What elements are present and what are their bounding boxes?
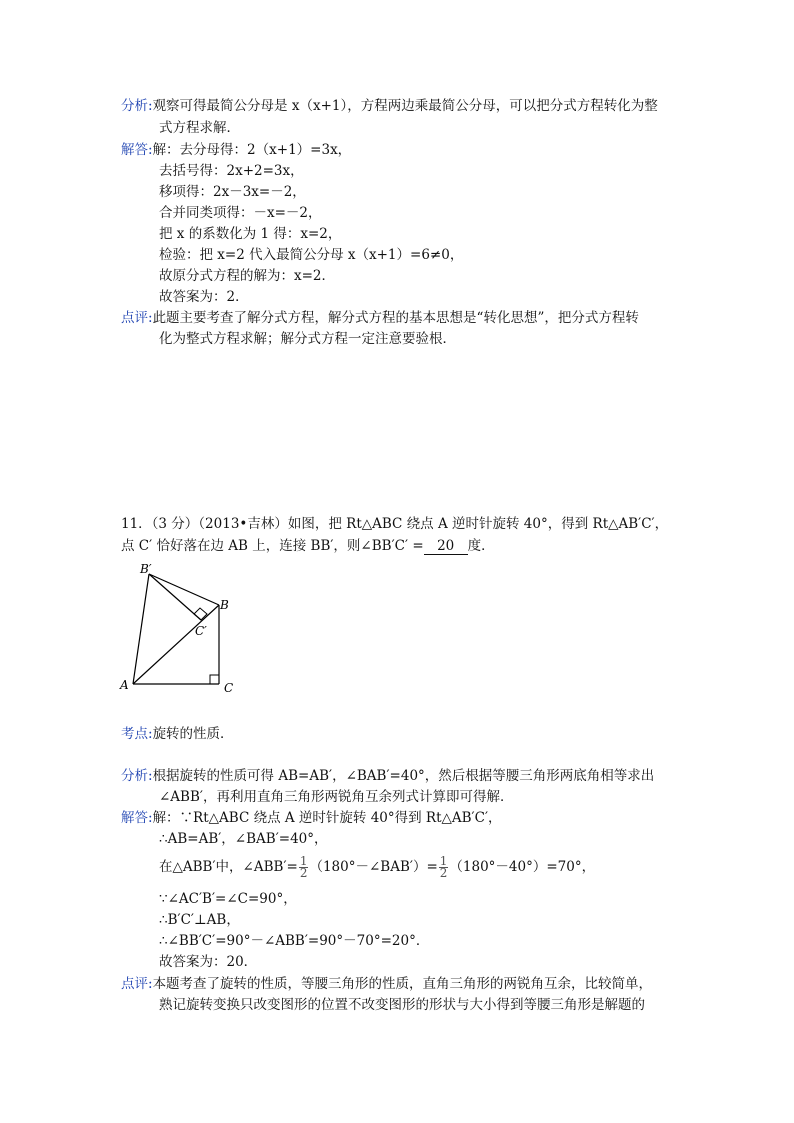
analysis-text-cont: ∠ABB′，再利用直角三角形两锐角互余列式计算即可得解． [159,789,514,805]
comment-label: 点评: [121,976,153,992]
solution-step: 故答案为：20． [159,954,258,970]
segment-ab [133,605,219,684]
label-a: A [120,678,129,692]
solution-step: 把 x 的系数化为 1 得：x=2， [159,226,342,242]
comment-text-cont: 熟记旋转变换只改变图形的位置不改变图形的形状与大小得到等腰三角形是解题的 [159,997,645,1013]
segment-b-prime-c-prime [149,574,201,620]
kaodian-row [121,724,234,744]
kaodian-label: 考点: [121,726,153,742]
solution-step: 解：去分母得：2（x+1）=3x， [152,142,352,158]
solution-step: ∴B′C′⊥AB， [159,912,240,928]
solution-step: 合并同类项得：－x=－2， [159,205,322,221]
solution-step: 去括号得：2x+2=3x， [159,163,304,179]
comment-text: 此题主要考查了解分式方程，解分式方程的基本思想是“转化思想”，把分式方程转 [152,310,639,326]
solution-step: 移项得：2x－3x=－2， [159,184,306,200]
answer-label: 解答: [121,810,153,826]
analysis-label: 分析: [121,768,153,784]
question-11-stem-cont [121,536,495,556]
solution-step: 检验：把 x=2 代入最简公分母 x（x+1）=6≠0， [159,247,464,263]
comment-text: 本题考查了旋转的性质，等腰三角形的性质，直角三角形的两锐角互余，比较简单， [152,976,653,992]
step-text: （180°－∠BAB′）= [309,859,438,875]
label-c: C [224,681,234,695]
fraction-denominator: 2 [439,866,448,880]
comment-row [121,974,652,994]
fraction-half [299,856,309,879]
analysis-row [121,766,654,786]
analysis-text: 根据旋转的性质可得 AB=AB′，∠BAB′=40°，然后根据等腰三角形两底角相等求出 [152,768,655,784]
solution-step: ∴AB=AB′，∠BAB′=40°， [159,831,328,847]
solution-step-fraction [159,854,595,880]
answer-blank: 20 [424,538,468,555]
rotation-figure [112,558,252,698]
analysis-label: 分析: [121,98,153,114]
segment-ab-prime [133,574,149,684]
comment-row [121,308,639,328]
question-11-stem: 11．（3 分）（2013•吉林）如图，把 Rt△ABC 绕点 A 逆时针旋转 40°，得到 Rt△AB′C′， [121,516,669,532]
label-c-prime: C′ [195,624,207,638]
answer-row [121,808,502,828]
fraction-denominator: 2 [299,866,308,880]
question-text-end: 度． [467,538,495,554]
answer-label: 解答: [121,142,153,158]
solution-step: 故答案为：2． [159,289,249,305]
fraction-numerator: 1 [439,854,448,868]
analysis-row [121,96,658,116]
kaodian-text: 旋转的性质． [152,726,234,742]
fraction-numerator: 1 [299,854,308,868]
fraction-half [439,856,449,879]
solution-step: ∵∠AC′B′=∠C=90°， [159,891,297,907]
comment-label: 点评: [121,310,153,326]
step-text: （180°－40°）=70°， [449,859,596,875]
solution-step: ∴∠BB′C′=90°－∠ABB′=90°－70°=20°． [159,933,430,949]
analysis-text-cont: 式方程求解． [159,120,240,136]
step-text: 在△ABB′中，∠ABB′= [159,859,298,875]
label-b-prime: B′ [140,562,152,576]
label-b: B [220,598,229,612]
solution-step: 解：∵Rt△ABC 绕点 A 逆时针旋转 40°得到 Rt△AB′C′， [152,810,502,826]
answer-row [121,140,351,160]
right-angle-mark-c [210,675,219,684]
solution-step: 故原分式方程的解为：x=2． [159,268,336,284]
question-text: 点 C′ 恰好落在边 AB 上，连接 BB′，则∠BB′C′ = [121,538,424,554]
analysis-text: 观察可得最简公分母是 x（x+1），方程两边乘最简公分母，可以把分式方程转化为整 [152,98,658,114]
comment-text-cont: 化为整式方程求解；解分式方程一定注意要验根． [159,331,456,347]
segment-bb-prime [149,574,219,605]
